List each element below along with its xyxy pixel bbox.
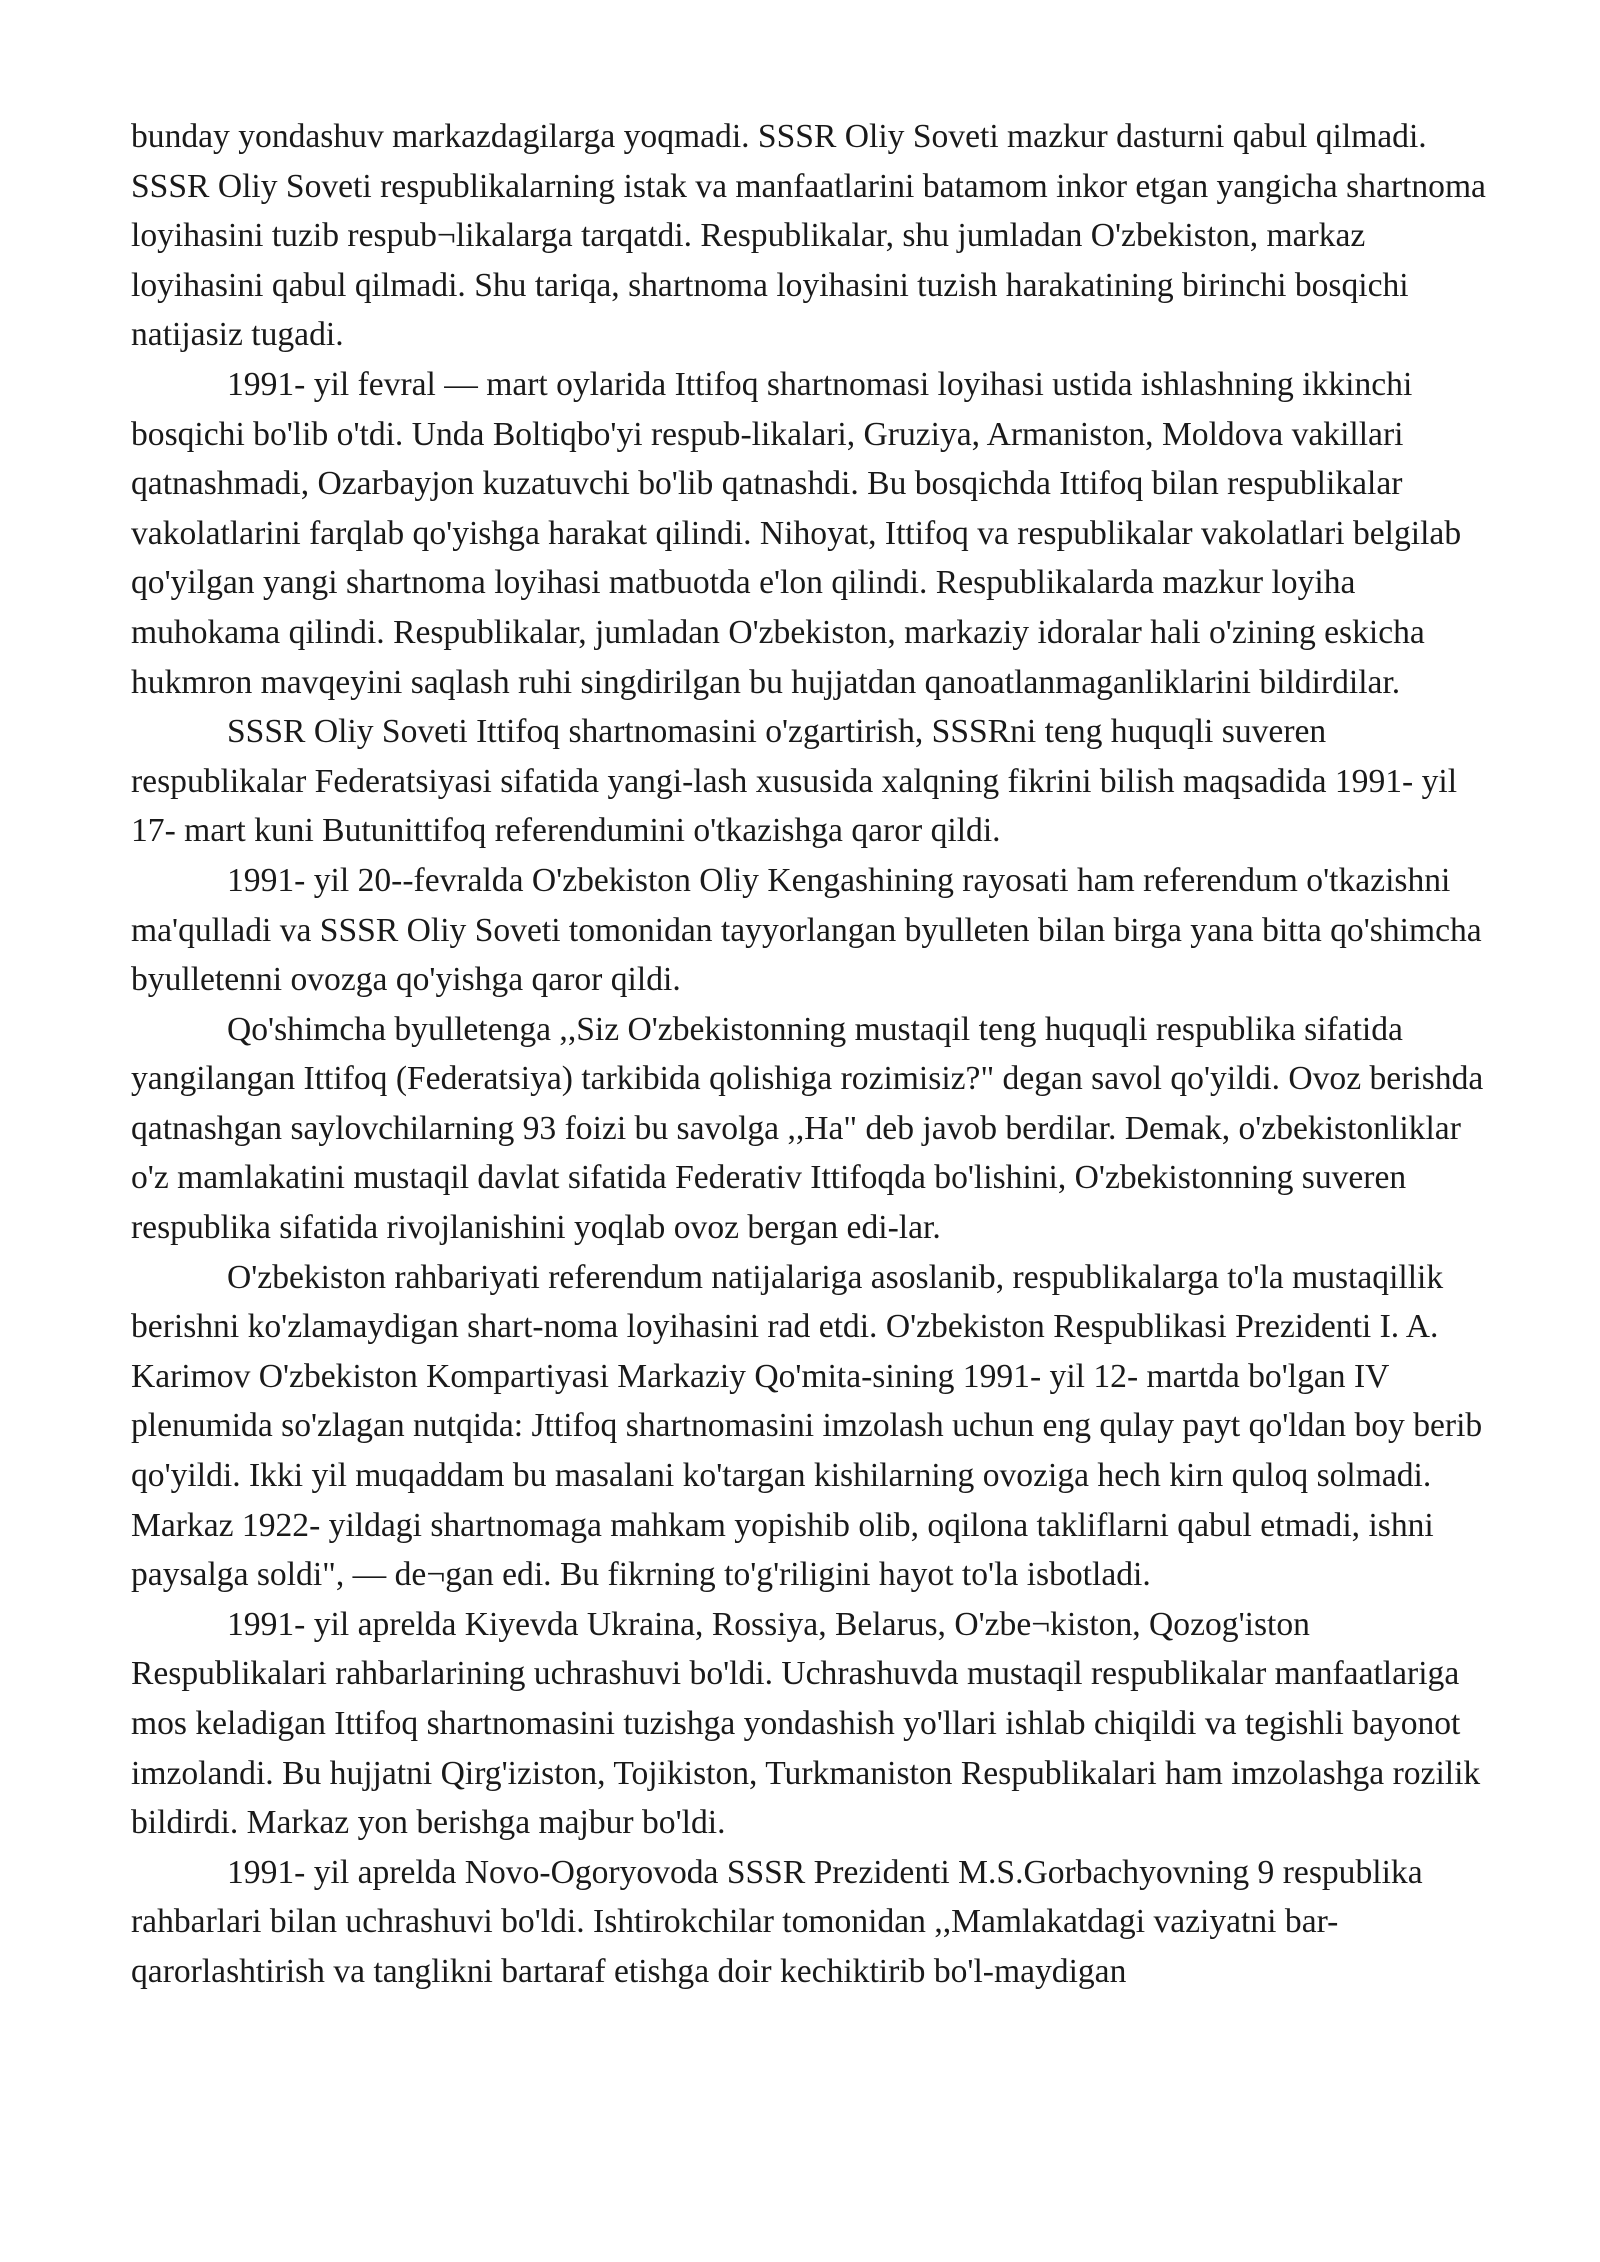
paragraph-3: SSSR Oliy Soveti Ittifoq shartnomasini o'zgartirish, SSSRni teng huquqli suveren respublikalar Federatsiyasi sifatida yangi-lash xususida xalqning fikrini bilish maqsadida 1991- yil 17- mart kuni Butunittifoq referendumini o'tkazishga qaror qildi. bbox=[131, 713, 1458, 850]
document-page bbox=[131, 112, 1491, 1997]
paragraph-5: Qo'shimcha byulletenga ,,Siz O'zbekistonning mustaqil teng huquqli respublika sifatida yangilangan Ittifoq (Federatsiya) tarkibida qolishiga rozimisiz?" degan savol qo'yildi. Ovoz berishda qatnashgan saylovchilarning 93 foizi bu savolga ,,Ha" deb javob berdilar. Demak, o'zbekistonliklar o'z mamlakatini mustaqil davlat sifatida Federativ Ittifoqda bo'lishini, O'zbekistonning suveren respublika sifatida rivojlanishini yoqlab ovoz bergan edi-lar. bbox=[131, 1010, 1484, 1247]
paragraph-6: O'zbekiston rahbariyati referendum natijalariga asoslanib, respublikalarga to'la mustaqillik berishni ko'zlamaydigan shart-noma loyihasini rad etdi. O'zbekiston Respublikasi Prezidenti I. A. Karimov O'zbekiston Kompartiyasi Markaziy Qo'mita-sining 1991- yil 12- martda bo'lgan IV plenumida so'zlagan nutqida: Jttifoq shartnomasini imzolash uchun eng qulay payt qo'ldan boy berib qo'yildi. Ikki yil muqaddam bu masalani ko'targan kishilarning ovoziga hech kirn quloq solmadi. Markaz 1922- yildagi shartnomaga mahkam yopishib olib, oqilona takliflarni qabul etmadi, ishni paysalga soldi", — de¬gan edi. Bu fikrning to'g'riligini hayot to'la isbotladi. bbox=[131, 1258, 1483, 1594]
paragraph-4: 1991- yil 20--fevralda O'zbekiston Oliy Kengashining rayosati ham referendum o'tkazishni ma'qulladi va SSSR Oliy Soveti tomonidan tayyorlangan byulleten bilan birga yana bitta qo'shimcha byulletenni ovozga qo'yishga qaror qildi. bbox=[131, 861, 1482, 999]
paragraph-7: 1991- yil aprelda Kiyevda Ukraina, Rossiya, Belarus, O'zbe¬kiston, Qozog'iston Respublikalari rahbarlarining uchrashuvi bo'ldi. Uchrashuvda mustaqil respublikalar manfaatlariga mos keladigan Ittifoq shartnomasini tuzishga yondashish yo'llari ishlab chiqildi va tegishli bayonot imzolandi. Bu hujjatni Qirg'iziston, Tojikiston, Turkmaniston Respublikalari ham imzolashga rozilik bildirdi. Markaz yon berishga majbur bo'ldi. bbox=[131, 1605, 1481, 1842]
paragraph-8: 1991- yil aprelda Novo-Ogoryovoda SSSR Prezidenti M.S.Gorbachyovning 9 respublika rahbarlari bilan uchrashuvi bo'ldi. Ishtirokchilar tomonidan ,,Mamlakatdagi vaziyatni bar-qarorlashtirish va tanglikni bartaraf etishga doir kechiktirib bo'l-maydigan bbox=[131, 1853, 1423, 1990]
paragraph-2: 1991- yil fevral — mart oylarida Ittifoq shartnomasi loyihasi ustida ishlashning ikkinchi bosqichi bo'lib o'tdi. Unda Boltiqbo'yi respub-likalari, Gruziya, Armaniston, Moldova vakillari qatnashmadi, Ozarbayjon kuzatuvchi bo'lib qatnashdi. Bu bosqichda Ittifoq bilan respublikalar vakolatlarini farqlab qo'yishga harakat qilindi. Nihoyat, Ittifoq va respublikalar vakolatlari belgilab qo'yilgan yangi shartnoma loyihasi matbuotda e'lon qilindi. Respublikalarda mazkur loyiha muhokama qilindi. Respublikalar, jumladan O'zbekiston, markaziy idoralar hali o'zining eskicha hukmron mavqeyini saqlash ruhi singdirilgan bu hujjatdan qanoatlanmaganliklarini bildirdilar. bbox=[131, 365, 1462, 701]
paragraph-1: bunday yondashuv markazdagilarga yoqmadi. SSSR Oliy Soveti mazkur dasturni qabul qilmadi. SSSR Oliy Soveti respublikalarning istak va manfaatlarini batamom inkor etgan yangicha shartnoma loyihasini tuzib respub¬likalarga tarqatdi. Respublikalar, shu jumladan O'zbekiston, markaz loyihasini qabul qilmadi. Shu tariqa, shartnoma loyihasini tuzish harakatining birinchi bosqichi natijasiz tugadi. bbox=[131, 118, 1486, 354]
